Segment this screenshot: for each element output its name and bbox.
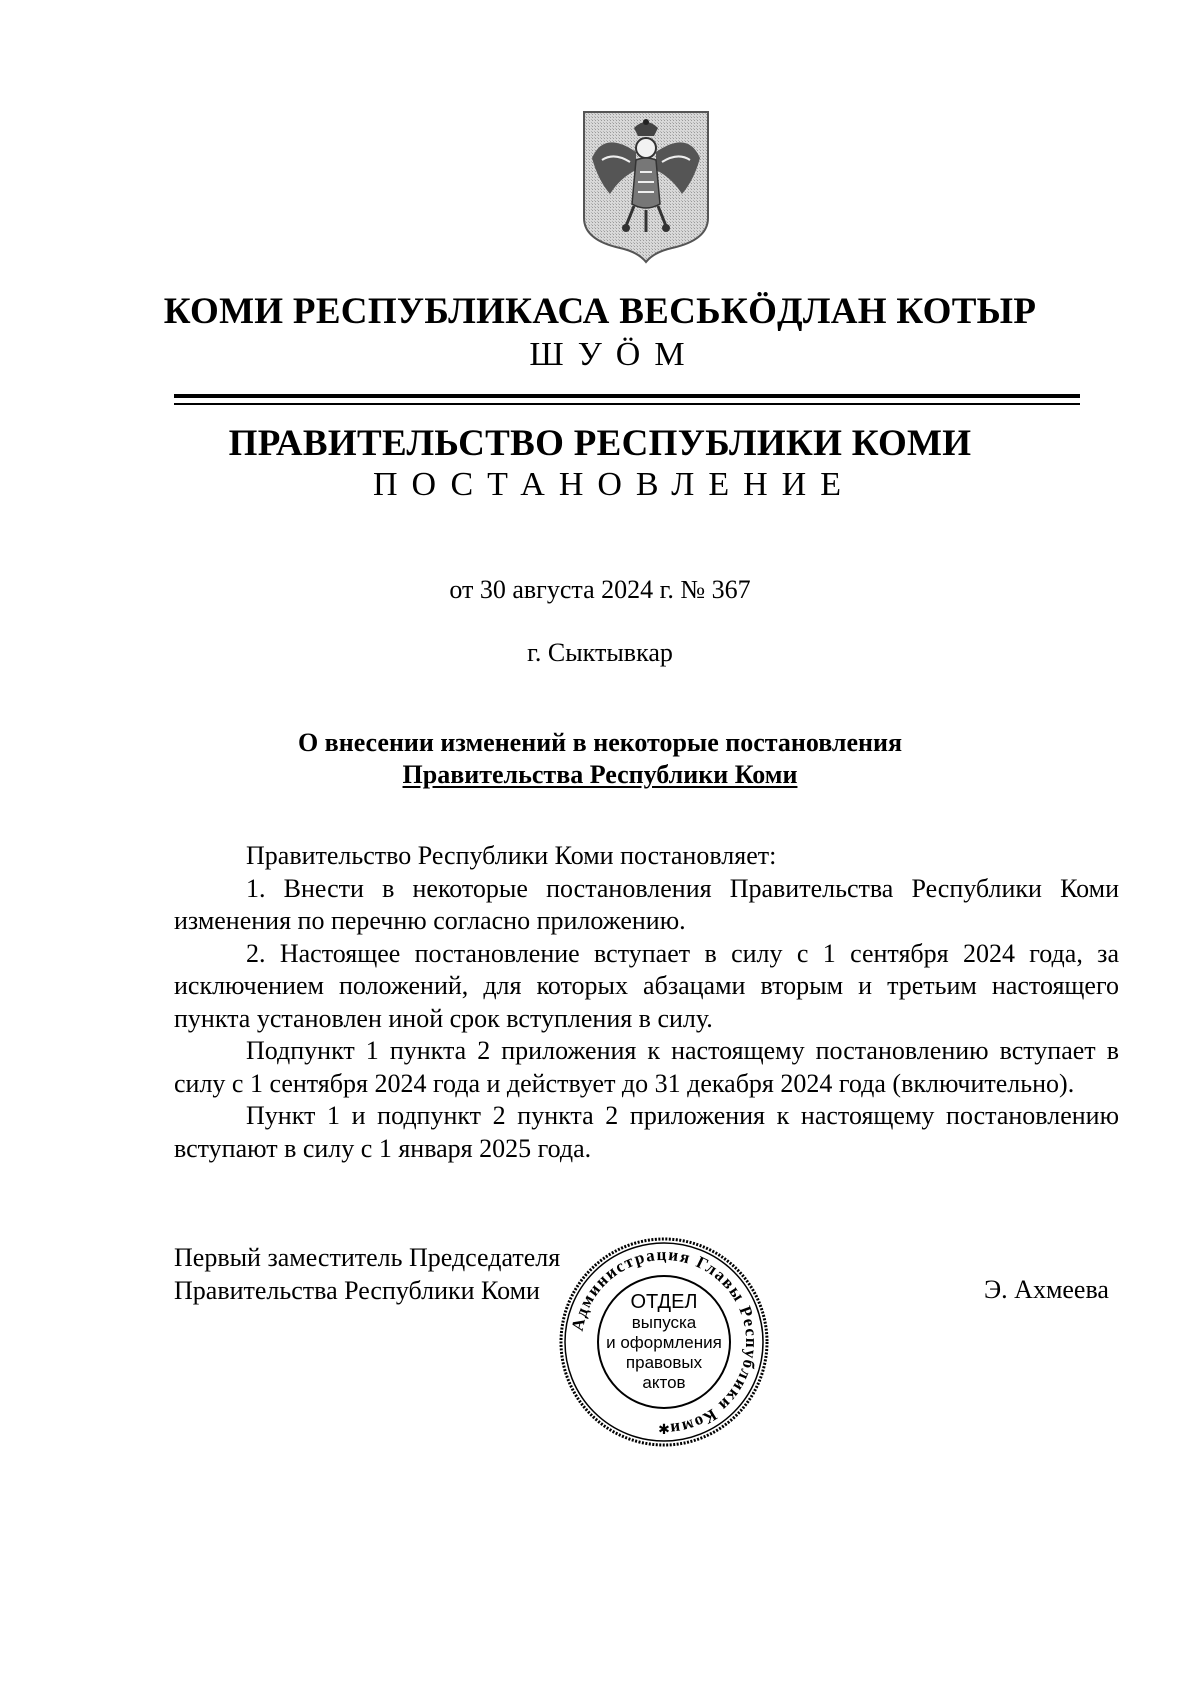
body-paragraph-5: Пункт 1 и подпункт 2 пункта 2 приложения к настоящему постановлению вступают в силу с 1 января 2025 года. (174, 1101, 1119, 1163)
stamp-line-4: правовых (625, 1353, 703, 1372)
official-stamp-icon (558, 1236, 770, 1448)
body-paragraph-2: 1. Внести в некоторые постановления Правительства Республики Коми изменения по перечню согласно приложению. (174, 873, 1119, 935)
stamp-line-3: и оформления (606, 1333, 722, 1352)
stamp-star-icon: ✱ (658, 1423, 670, 1438)
komi-document-type: ШУӦМ (529, 336, 699, 373)
document-body (174, 840, 1119, 1165)
document-date-number: от 30 августа 2024 г. № 367 (449, 575, 751, 604)
russian-government-title: ПРАВИТЕЛЬСТВО РЕСПУБЛИКИ КОМИ (228, 423, 972, 464)
stamp-ring-text: Администрация Главы Республики Коми (567, 1244, 762, 1439)
signatory-position-line-1: Первый заместитель Председателя (174, 1243, 561, 1272)
header-divider-thin (174, 403, 1080, 405)
document-title-line-1: О внесении изменений в некоторые постановления (297, 728, 903, 757)
document-title-line-2 (0, 760, 1200, 790)
body-paragraph-4: Подпункт 1 пункта 2 приложения к настоящему постановлению вступает в силу с 1 сентября 2024 года и действует до 31 декабря 2024 года (включительно). (174, 1036, 1119, 1098)
stamp-line-2: выпуска (631, 1313, 697, 1332)
body-paragraph-3: 2. Настоящее постановление вступает в силу с 1 сентября 2024 года, за исключением положений, для которых абзацами вторым и третьим настоящего пункта установлен иной срок вступления в силу. (174, 938, 1119, 1033)
russian-document-type: ПОСТАНОВЛЕНИЕ (372, 466, 856, 503)
body-paragraph-1: Правительство Республики Коми постановляет: (246, 841, 777, 870)
header-divider-thick (174, 394, 1080, 398)
stamp-line-1: ОТДЕЛ (630, 1291, 698, 1313)
signatory-name: Э. Ахмеева (984, 1275, 1109, 1304)
komi-government-title: КОМИ РЕСПУБЛИКАСА ВЕСЬКӦДЛАН КОТЫР (163, 291, 1037, 332)
document-title-line-2-text: Правительства Республики Коми (402, 760, 798, 789)
signatory-position-line-2: Правительства Республики Коми (174, 1275, 540, 1305)
signatory-position (174, 1242, 560, 1307)
coat-of-arms-icon (580, 108, 712, 264)
stamp-line-5: актов (642, 1373, 686, 1392)
document-city: г. Сыктывкар (527, 638, 673, 667)
